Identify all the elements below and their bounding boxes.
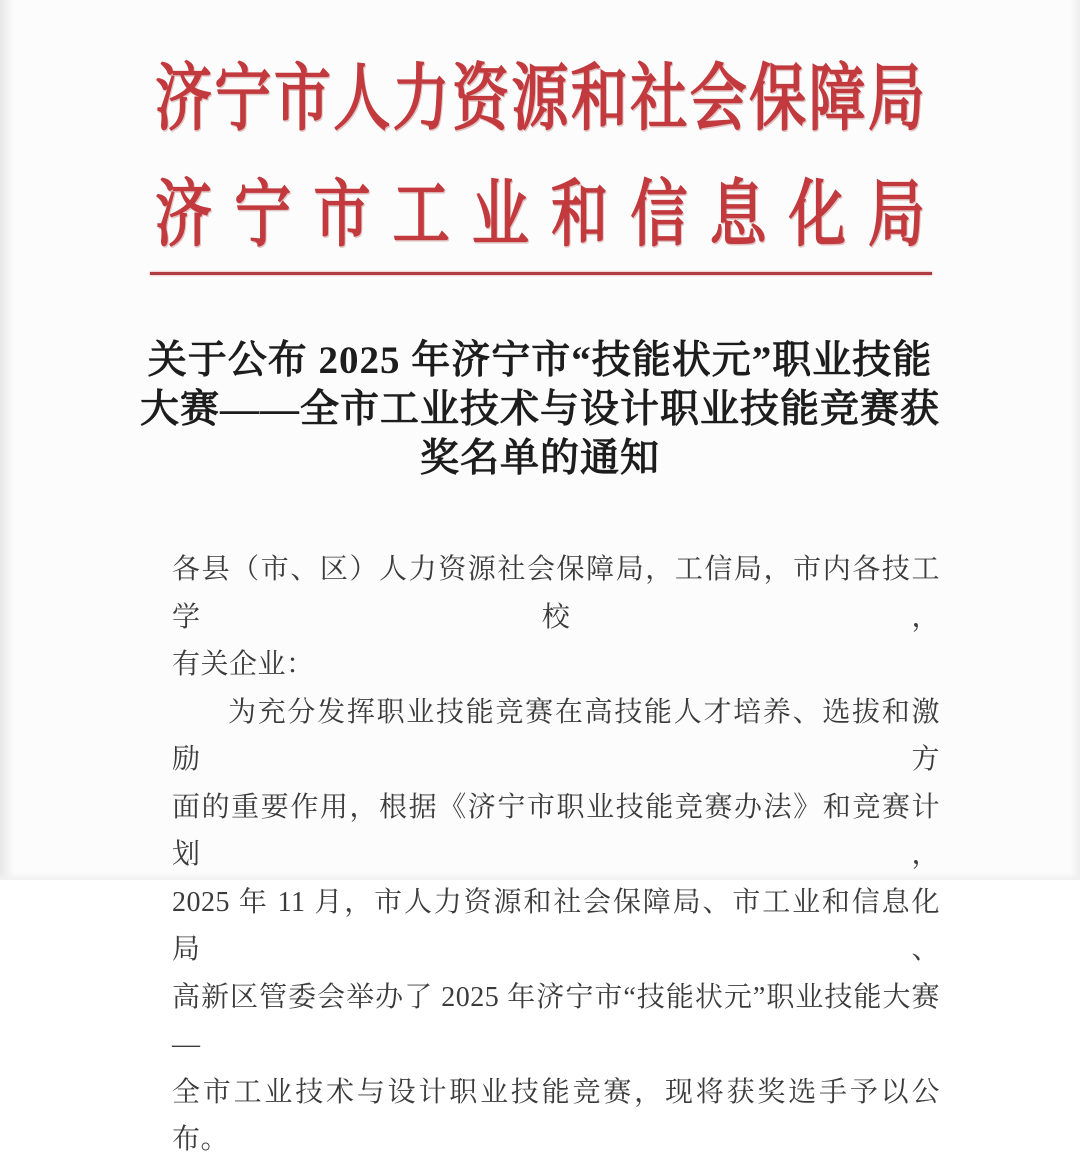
document-title-line1: 关于公布 2025 年济宁市“技能状元”职业技能 xyxy=(147,339,933,382)
salutation-line1: 各县（市、区）人力资源社会保障局，工信局，市内各技工学校， xyxy=(172,554,940,633)
paragraph-line5: 全市工业技术与设计职业技能竞赛，现将获奖选手予以公布。 xyxy=(172,1076,940,1155)
salutation-line2: 有关企业： xyxy=(172,649,315,680)
paragraph-line2: 面的重要作用，根据《济宁市职业技能竞赛办法》和竞赛计划， xyxy=(172,791,940,870)
notice-body xyxy=(172,546,940,1164)
paragraph-line1: 为充分发挥职业技能竞赛在高技能人才培养、选拔和激励方 xyxy=(172,696,940,775)
document-title xyxy=(130,336,950,483)
page-left-shadow xyxy=(0,0,14,880)
letterhead xyxy=(155,42,925,274)
document-title-line2: 大赛——全市工业技术与设计职业技能竞赛获 xyxy=(139,388,940,431)
letterhead-authority-line1: 济宁市人力资源和社会保障局 xyxy=(155,59,925,140)
document-title-line3: 奖名单的通知 xyxy=(419,437,660,480)
paragraph-line3: 2025 年 11 月，市人力资源和社会保障局、市工业和信息化局、 xyxy=(172,886,940,965)
paragraph-line4: 高新区管委会举办了 2025 年济宁市“技能状元”职业技能大赛— xyxy=(172,981,940,1060)
letterhead-divider xyxy=(150,272,932,275)
page-right-shadow xyxy=(1070,0,1080,880)
letterhead-authority-line2: 济宁市工业和信息化局 xyxy=(155,175,925,256)
